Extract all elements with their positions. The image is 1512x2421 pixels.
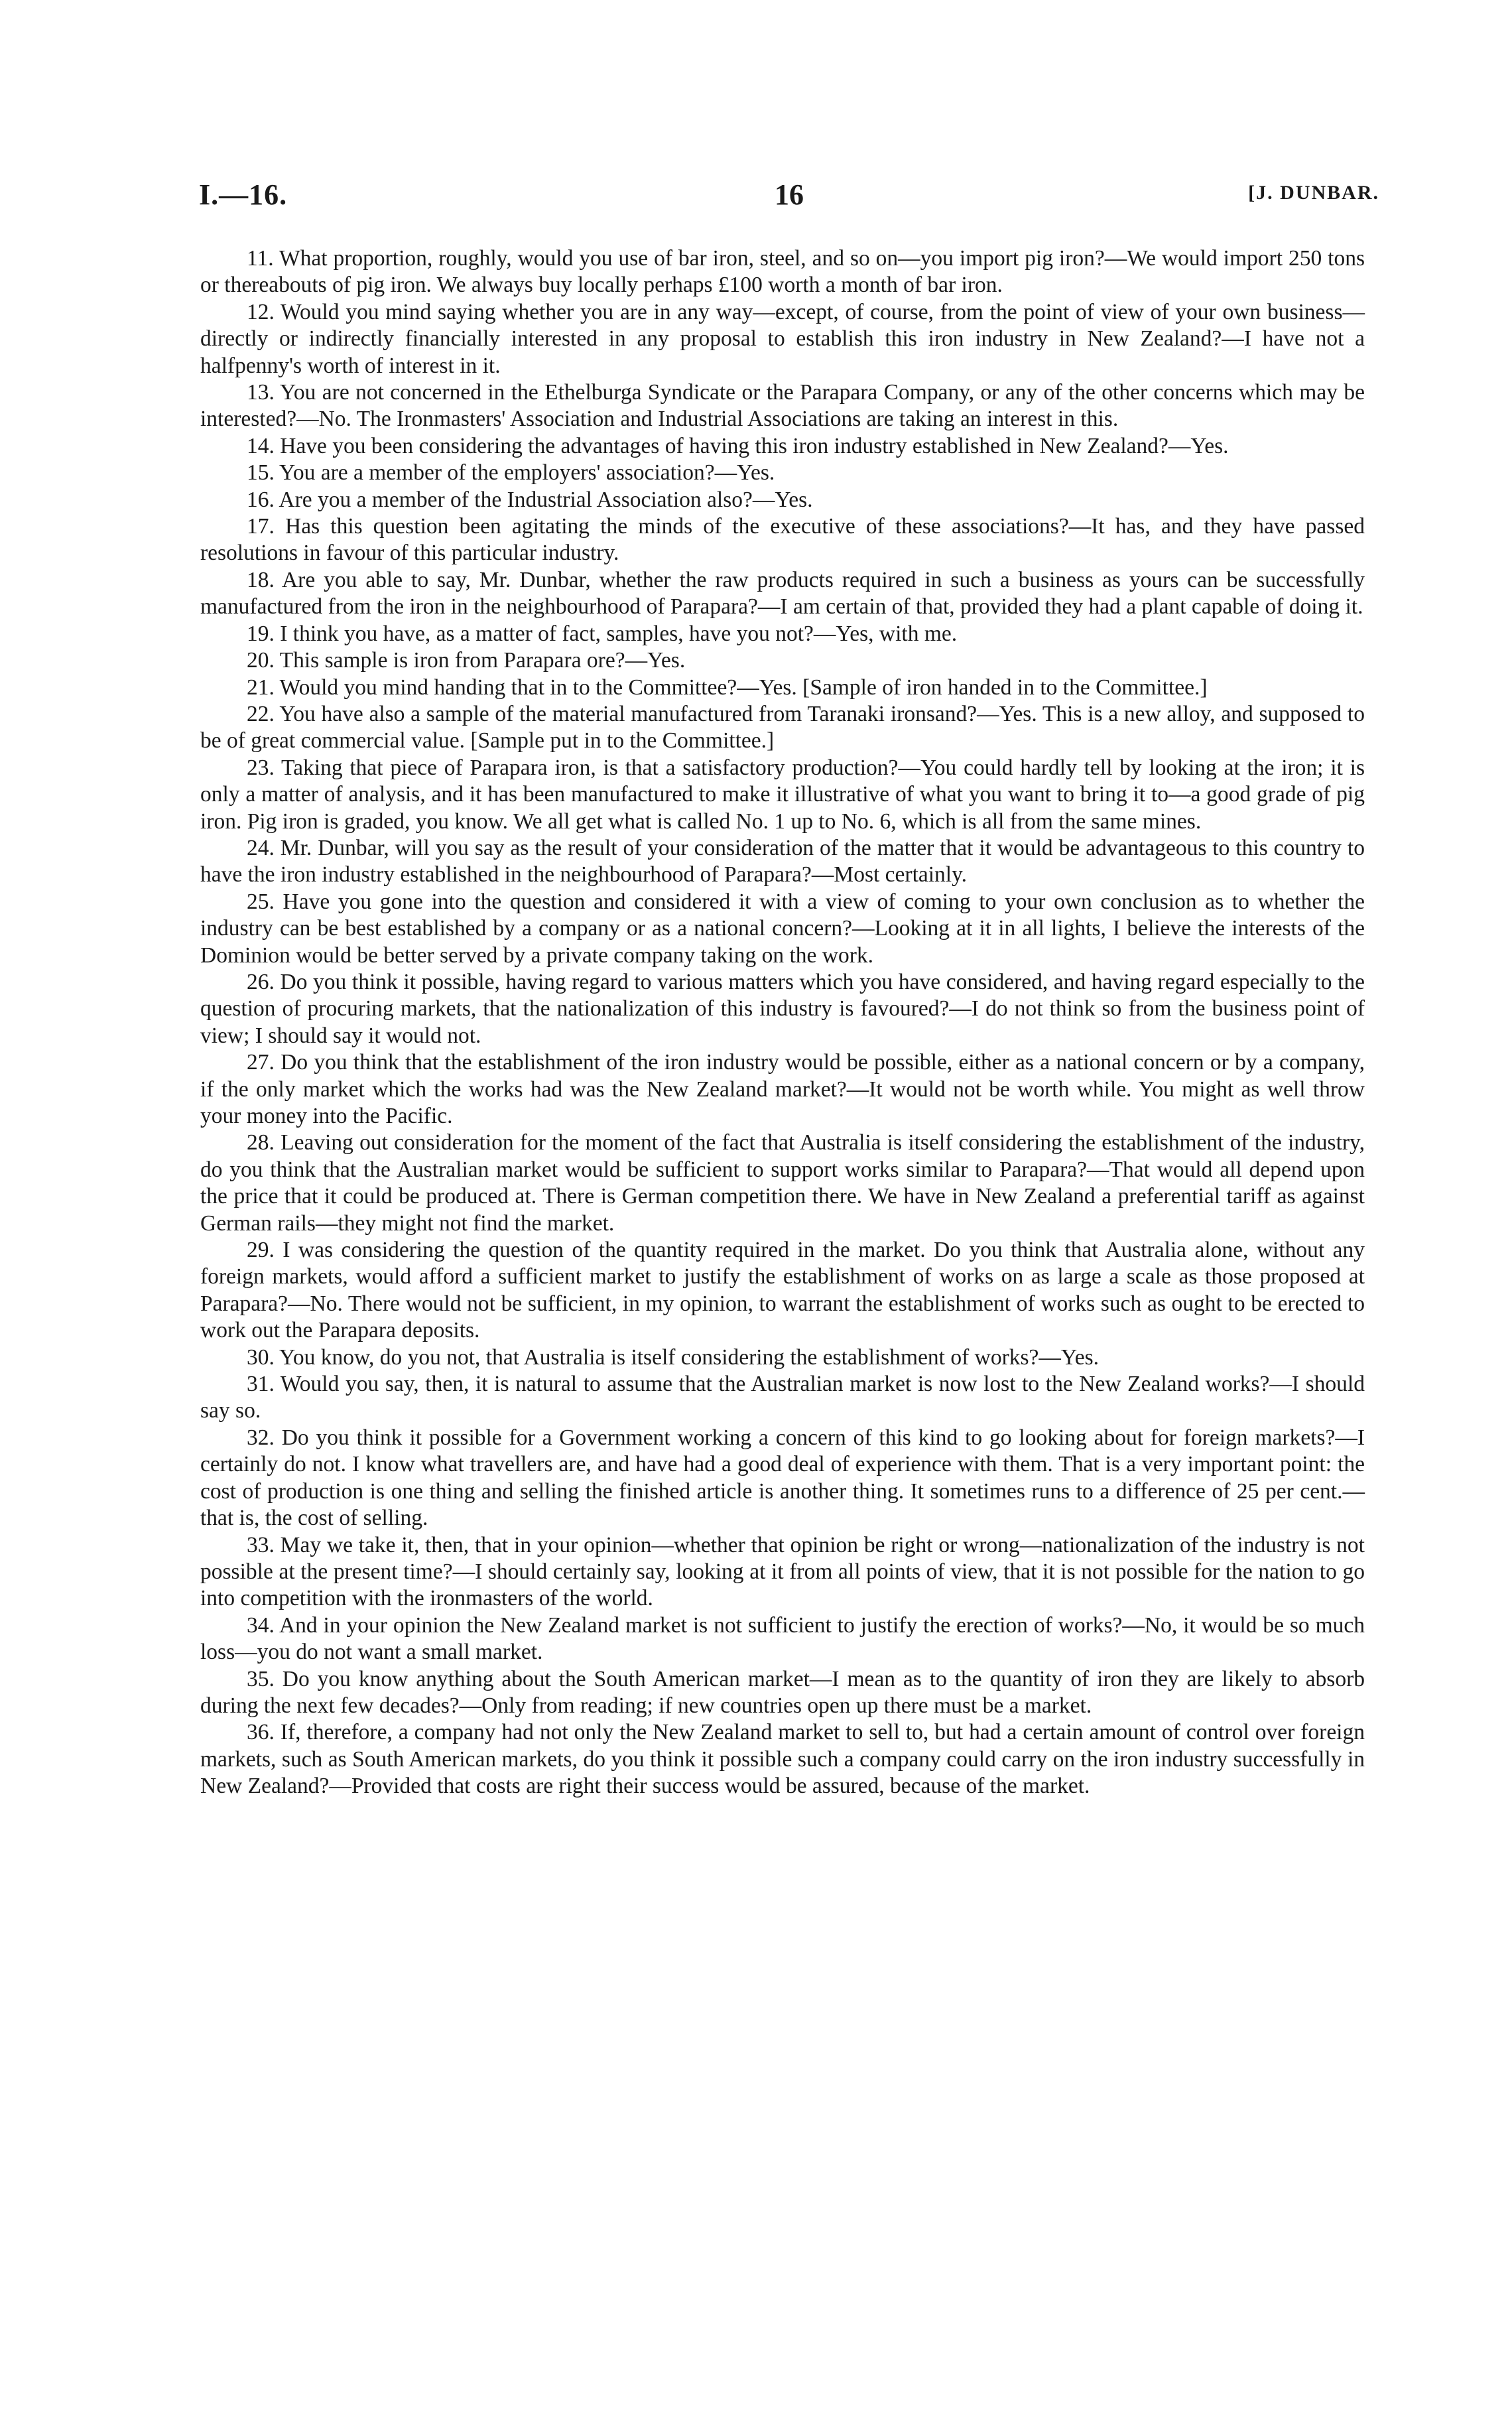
question-30: 30. You know, do you not, that Australia is itself considering the establishment of works?—Yes. [247, 1344, 1100, 1370]
question-12: 12. Would you mind saying whether you are in any way—except, of course, from the point of view of your own business—directly or indirectly financially interested in any proposal to establish this iron industry in New Zealand?—I have not a halfpenny's worth of interest in it. [200, 299, 1365, 378]
question-16: 16. Are you a member of the Industrial Association also?—Yes. [247, 487, 813, 512]
question-11: 11. What proportion, roughly, would you use of bar iron, steel, and so on—you import pig iron?—We would import 250 tons or thereabouts of pig iron. We always buy locally perhaps £100 worth a month of bar iron. [200, 246, 1365, 298]
question-20: 20. This sample is iron from Parapara ore?—Yes. [247, 648, 686, 673]
question-13: 13. You are not concerned in the Ethelburga Syndicate or the Parapara Company, or any of the other concerns which may be interested?—No. The Ironmasters' Association and Industrial Associations are taking an interest in this. [200, 380, 1365, 432]
question-34: 34. And in your opinion the New Zealand market is not sufficient to justify the erection of works?—No, it would be so much loss—you do not want a small market. [200, 1612, 1365, 1665]
question-19: 19. I think you have, as a matter of fact, samples, have you not?—Yes, with me. [247, 621, 958, 646]
question-31: 31. Would you say, then, it is natural to assume that the Australian market is now lost to the New Zealand works?—I should say so. [200, 1372, 1365, 1423]
question-28: 28. Leaving out consideration for the moment of the fact that Australia is itself considering the establishment of the industry, do you think that the Australian market would be sufficient to support works similar to Parapara?—That would all depend upon the price that it could be produced at. There is German competition there. We have in New Zealand a preferential tariff as against German rails—they might not find the market. [200, 1130, 1365, 1236]
question-21: 21. Would you mind handing that in to the Committee?—Yes. [Sample of iron handed in to the Committee.] [247, 675, 1208, 700]
document-reference: I.—16. [199, 178, 288, 211]
question-29: 29. I was considering the question of the quantity required in the market. Do you think that Australia alone, without any foreign markets, would afford a sufficient market to justify the establishment of works on as large a scale as those proposed at Parapara?—No. There would not be sufficient, in my opinion, to warrant the establishment of works such as ought to be erected to work out the Parapara deposits. [200, 1238, 1365, 1343]
witness-name: [J. DUNBAR. [1248, 182, 1379, 204]
question-23: 23. Taking that piece of Parapara iron, is that a satisfactory production?—You could hardly tell by looking at the iron; it is only a matter of analysis, and it has been manufactured to make it illustrative of what you want to bring it to—a good grade of pig iron. Pig iron is graded, you know. We all get what is called No. 1 up to No. 6, which is all from the same mines. [200, 755, 1365, 834]
question-36: 36. If, therefore, a company had not only the New Zealand market to sell to, but had a certain amount of control over foreign markets, such as South American markets, do you think it possible such a company could carry on the iron industry successfully in New Zealand?—Provided that costs are right their success would be assured, because of the market. [200, 1720, 1365, 1799]
question-14: 14. Have you been considering the advantages of having this iron industry established in New Zealand?—Yes. [247, 433, 1229, 458]
question-15: 15. You are a member of the employers' association?—Yes. [247, 460, 775, 486]
question-26: 26. Do you think it possible, having regard to various matters which you have considered, and having regard especially to the question of procuring markets, that the nationalization of this industry is favoured?—I do not think so from the business point of view; I should say it would not. [200, 969, 1365, 1048]
question-18: 18. Are you able to say, Mr. Dunbar, whether the raw products required in such a business as yours can be successfully manufactured from the iron in the neighbourhood of Parapara?—I am certain of that, provided they had a plant capable of doing it. [200, 567, 1365, 620]
page-header [199, 178, 1379, 218]
question-24: 24. Mr. Dunbar, will you say as the result of your consideration of the matter that it would be advantageous to this country to have the iron industry established in the neighbourhood of Parapara?—Most certainly. [200, 835, 1365, 887]
question-32: 32. Do you think it possible for a Government working a concern of this kind to go looking about for foreign markets?—I certainly do not. I know what travellers are, and have had a good deal of experience with them. That is a very important point: the cost of production is one thing and selling the finished article is another thing. It sometimes runs to a difference of 25 per cent.—that is, the cost of selling. [200, 1425, 1365, 1531]
question-22: 22. You have also a sample of the material manufactured from Taranaki ironsand?—Yes. This is a new alloy, and supposed to be of great commercial value. [Sample put in to the Committee.] [200, 701, 1365, 753]
page-number: 16 [775, 178, 804, 211]
question-27: 27. Do you think that the establishment of the iron industry would be possible, either as a national concern or by a company, if the only market which the works had was the New Zealand market?—It would not be worth while. You might as well throw your money into the Pacific. [200, 1050, 1365, 1128]
question-17: 17. Has this question been agitating the minds of the executive of these associations?—It has, and they have passed resolutions in favour of this particular industry. [200, 514, 1365, 566]
question-35: 35. Do you know anything about the South American market—I mean as to the quantity of iron they are likely to absorb during the next few decades?—Only from reading; if new countries open up there must be a market. [200, 1666, 1365, 1718]
question-33: 33. May we take it, then, that in your opinion—whether that opinion be right or wrong—nationalization of the industry is not possible at the present time?—I should certainly say, looking at it from all points of view, that it is not possible for the nation to go into competition with the ironmasters of the world. [200, 1532, 1365, 1611]
question-25: 25. Have you gone into the question and considered it with a view of coming to your own conclusion as to whether the industry can be best established by a company or as a national concern?—Looking at it in all lights, I believe the interests of the Dominion would be better served by a private company taking on the work. [200, 889, 1365, 968]
testimony-text [200, 245, 1365, 1800]
